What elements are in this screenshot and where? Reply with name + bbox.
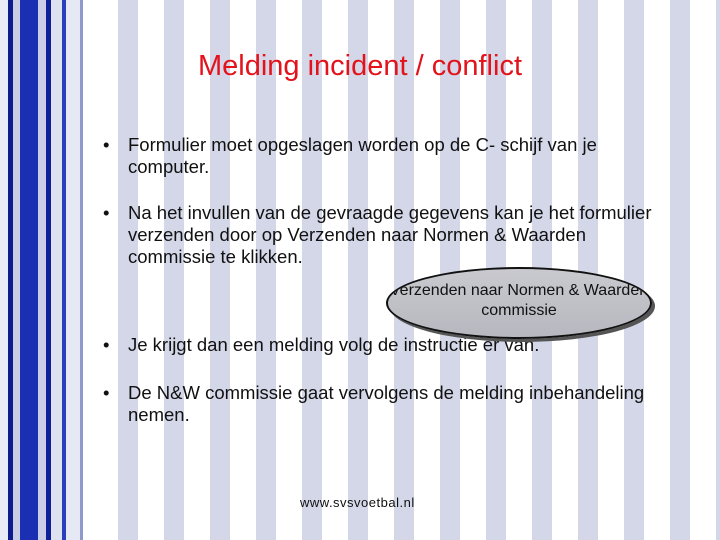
bullet-item-send: • Na het invullen van de gevraagde gegevens kan je het formulier verzenden door op Verzenden naar Normen & Waarden commissie te klikken.: [100, 202, 660, 268]
left-decorative-band: [0, 0, 96, 540]
footer-website-url: www.svsvoetbal.nl: [300, 495, 415, 510]
bullet-item-committee: • De N&W commissie gaat vervolgens de melding inbehandeling nemen.: [100, 382, 660, 426]
slide-title: Melding incident / conflict: [198, 50, 522, 82]
bullet-item-notification: • Je krijgt dan een melding volg de instructie er van.: [100, 334, 660, 356]
send-to-committee-button[interactable]: Verzenden naar Normen & Waarden commissie: [386, 267, 652, 339]
bullet-item-save: • Formulier moet opgeslagen worden op de C- schijf van je computer.: [100, 134, 660, 178]
